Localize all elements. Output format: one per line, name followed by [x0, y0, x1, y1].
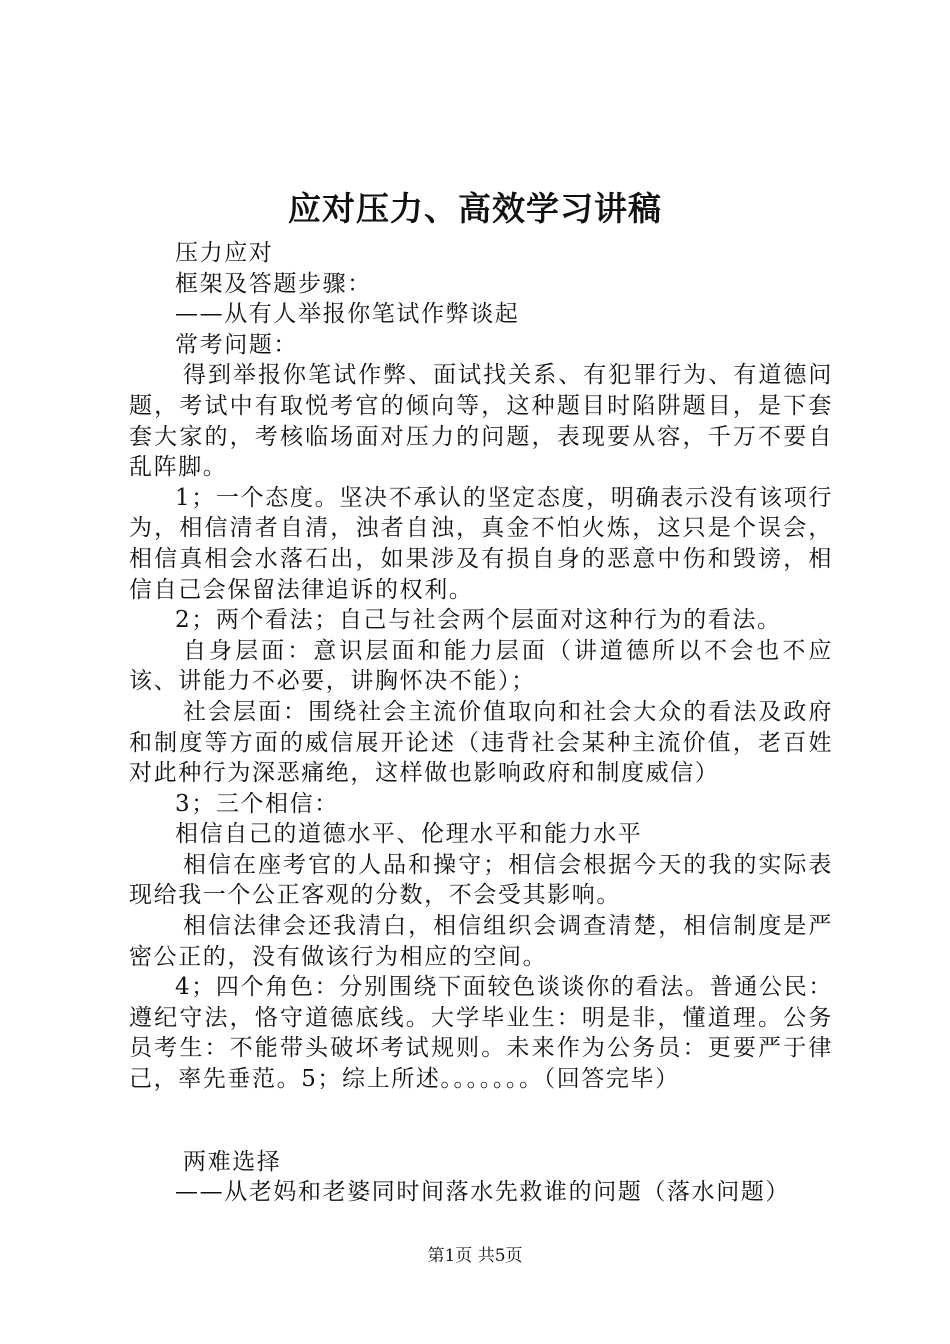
section-gap: [129, 1095, 833, 1147]
paragraph: ——从老妈和老婆同时间落水先救谁的问题（落水问题）: [175, 1179, 790, 1206]
paragraph: 相信自己的道德水平、伦理水平和能力水平: [175, 821, 643, 848]
paragraph: 社会层面：围绕社会主流价值取向和社会大众的看法及政府和制度等方面的威信展开论述（违背社会某种主流价值，老百姓对此种行为深恶痛绝，这样做也影响政府和制度威信）: [129, 698, 833, 787]
paragraph: ——从有人举报你笔试作弊谈起: [175, 301, 520, 328]
section-heading: 两难选择: [183, 1148, 282, 1175]
paragraph: 相信在座考官的人品和操守；相信会根据今天的我的实际表现给我一个公正客观的分数，不会受其影响。: [129, 851, 833, 909]
document-title: 应对压力、高效学习讲稿: [288, 189, 662, 228]
paragraph: 4；四个角色：分别围绕下面较色谈谈你的看法。普通公民：遵纪守法，恪守道德底线。大学毕业生：明是非，懂道理。公务员考生：不能带头破坏考试规则。未来作为公务员：更要严于律己，率先垂范。5；综上所述。。。。。。。（回答完毕）: [129, 974, 833, 1093]
paragraph: 自身层面：意识层面和能力层面（讲道德所以不会也不应该、讲能力不必要，讲胸怀决不能）；: [129, 637, 833, 695]
paragraph: 相信法律会还我清白，相信组织会调查清楚，相信制度是严密公正的，没有做该行为相应的空间。: [129, 913, 833, 970]
paragraph: 常考问题：: [175, 331, 298, 358]
paragraph: 1；一个态度。坚决不承认的坚定态度，明确表示没有该项行为，相信清者自清，浊者自浊，真金不怕火炼，这只是个误会，相信真相会水落石出，如果涉及有损自身的恶意中伤和毁谤，相信自己会保留法律追诉的权利。: [129, 484, 833, 603]
page-footer: 第1页 共5页: [427, 1246, 523, 1266]
paragraph: 压力应对: [175, 240, 274, 266]
paragraph: 框架及答题步骤：: [175, 270, 372, 297]
paragraph: 3；三个相信：: [175, 790, 339, 817]
document-body: [129, 238, 833, 1208]
paragraph: 得到举报你笔试作弊、面试找关系、有犯罪行为、有道德问题，考试中有取悦考官的倾向等，这种题目时陷阱题目，是下套套大家的，考核临场面对压力的问题，表现要从容，千万不要自乱阵脚。: [129, 362, 833, 481]
paragraph: 2；两个看法；自己与社会两个层面对这种行为的看法。: [175, 607, 782, 634]
